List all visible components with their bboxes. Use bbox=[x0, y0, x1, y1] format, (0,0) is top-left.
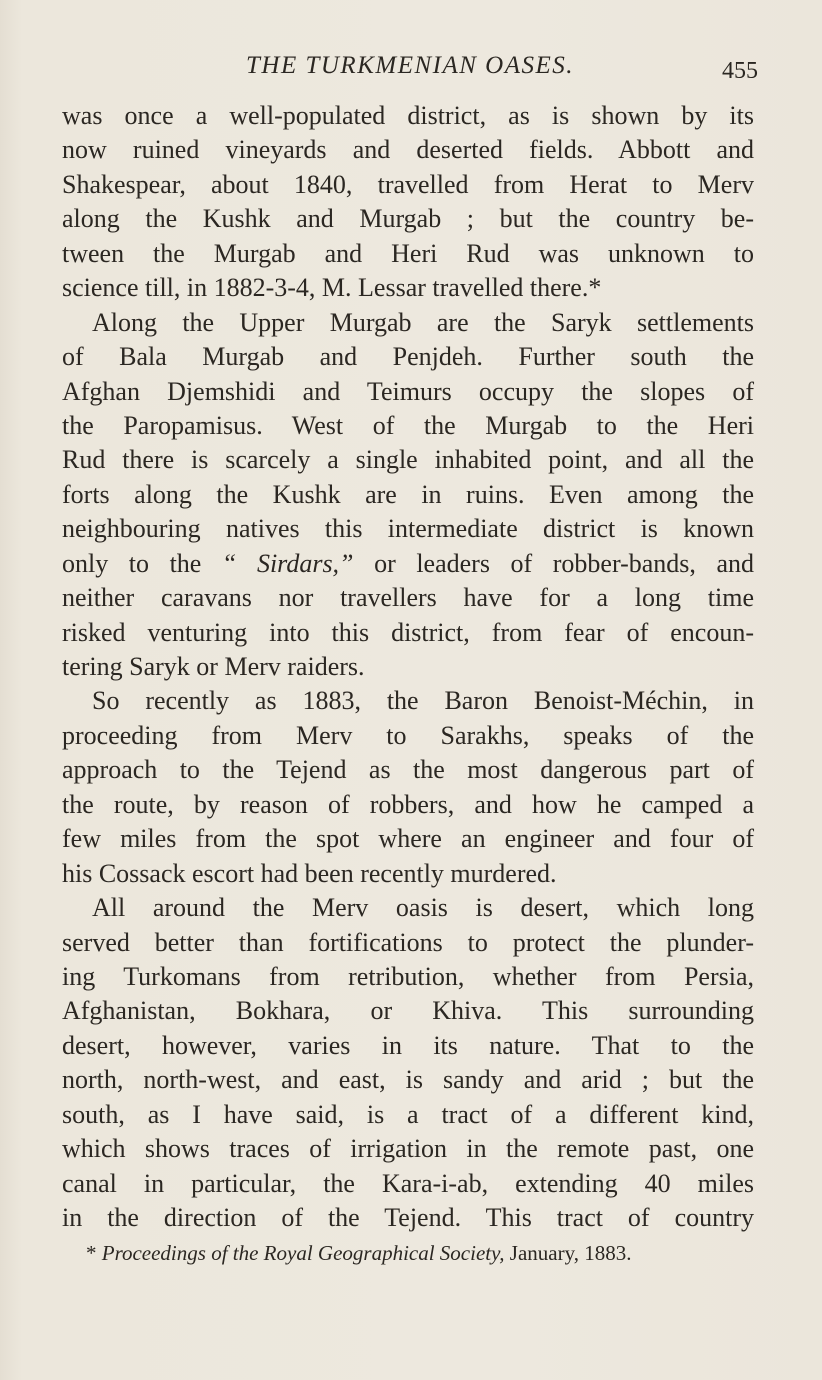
text-line: tween the Murgab and Heri Rud was unknown to bbox=[62, 238, 754, 268]
text-line: approach to the Tejend as the most dangerous part of bbox=[62, 755, 754, 785]
text-line: the Paropamisus. West of the Murgab to the Heri bbox=[62, 410, 754, 440]
text-line: Rud there is scarcely a single inhabited point, and all the bbox=[62, 445, 754, 475]
text-line: ing Turkomans from retribution, whether from Persia, bbox=[62, 961, 754, 991]
text-line: of Bala Murgab and Penjdeh. Further south the bbox=[62, 342, 754, 372]
page-header bbox=[62, 52, 758, 86]
text-line: Shakespear, about 1840, travelled from Herat to Merv bbox=[62, 169, 754, 199]
text-line-mixed bbox=[62, 547, 754, 581]
text-line: few miles from the spot where an engineer and four of bbox=[62, 824, 754, 854]
text-line: was once a well-populated district, as is shown by its bbox=[62, 101, 754, 130]
italic-term: “ Sirdars,” bbox=[221, 548, 354, 578]
text-line: tering Saryk or Merv raiders. bbox=[62, 652, 365, 681]
page-number: 455 bbox=[722, 58, 758, 84]
text-line: desert, however, varies in its nature. That to the bbox=[62, 1030, 754, 1060]
text-line: served better than fortifications to protect the plunder- bbox=[62, 927, 754, 957]
text-line: risked venturing into this district, from fear of encoun- bbox=[62, 617, 754, 647]
text-line: which shows traces of irrigation in the remote past, one bbox=[62, 1134, 754, 1164]
text-line: canal in particular, the Kara-i-ab, extending 40 miles bbox=[62, 1168, 754, 1198]
text-line: forts along the Kushk are in ruins. Even among the bbox=[62, 479, 754, 509]
text-line: science till, in 1882-3-4, M. Lessar travelled there.* bbox=[62, 273, 602, 303]
text-line: his Cossack escort had been recently murdered. bbox=[62, 858, 557, 888]
body-text bbox=[62, 99, 754, 1235]
text-line: Afghan Djemshidi and Teimurs occupy the slopes of bbox=[62, 376, 754, 406]
text-line: Along the Upper Murgab are the Saryk settlements bbox=[92, 307, 754, 337]
text-line: neighbouring natives this intermediate district is known bbox=[62, 514, 754, 544]
text-fragment: only to the bbox=[62, 548, 202, 578]
text-line: in the direction of the Tejend. This tract of country bbox=[62, 1203, 754, 1232]
text-line: So recently as 1883, the Baron Benoist-Méchin, in bbox=[92, 686, 754, 716]
footnote-date: January, 1883. bbox=[509, 1241, 632, 1265]
text-line: All around the Merv oasis is desert, which long bbox=[92, 893, 754, 923]
running-head: THE TURKMENIAN OASES. bbox=[245, 52, 575, 79]
text-line: south, as I have said, is a tract of a different kind, bbox=[62, 1099, 754, 1129]
text-line: along the Kushk and Murgab ; but the country be- bbox=[62, 204, 754, 234]
text-fragment: or leaders of robber-bands, and bbox=[374, 548, 755, 578]
text-line: the route, by reason of robbers, and how he camped a bbox=[62, 789, 754, 819]
footnote-source: Proceedings of the Royal Geographical Society, bbox=[101, 1241, 505, 1265]
text-line: north, north-west, and east, is sandy and arid ; but the bbox=[62, 1065, 754, 1095]
text-line: now ruined vineyards and deserted fields. Abbott and bbox=[62, 135, 754, 165]
footnote-marker: * bbox=[86, 1241, 97, 1265]
footnote bbox=[86, 1238, 756, 1268]
text-line: proceeding from Merv to Sarakhs, speaks of the bbox=[62, 720, 754, 750]
text-line: neither caravans nor travellers have for a long time bbox=[62, 583, 754, 613]
text-line: Afghanistan, Bokhara, or Khiva. This surrounding bbox=[62, 996, 754, 1026]
